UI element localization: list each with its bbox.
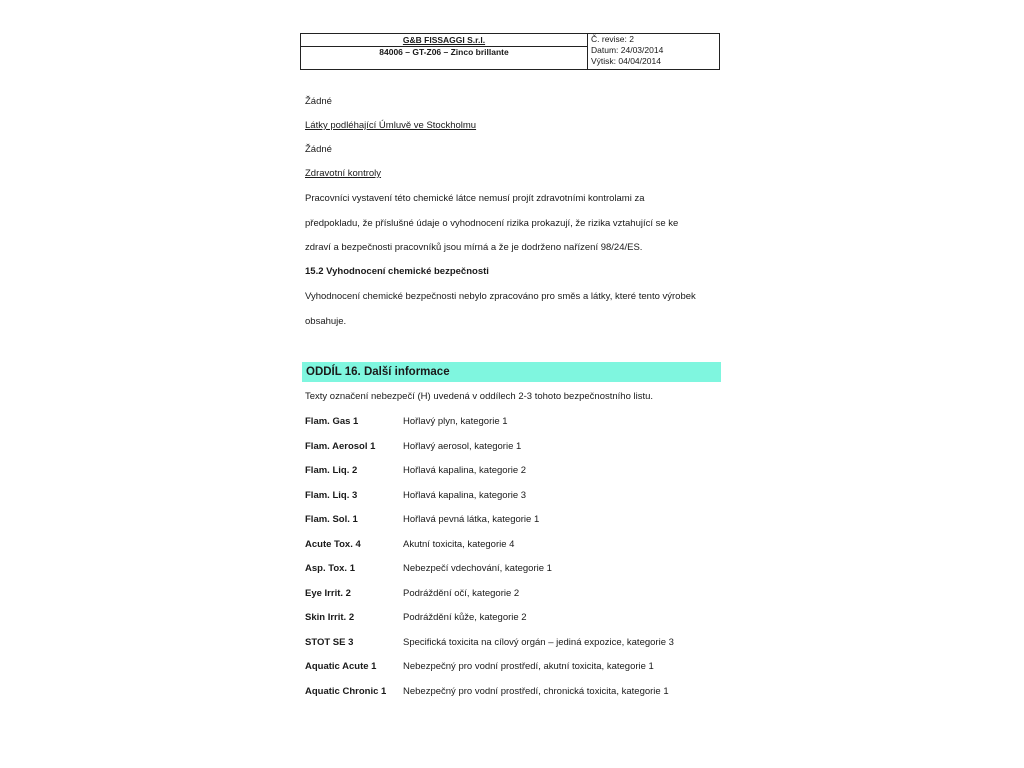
hazard-code: Flam. Gas 1 [305, 416, 359, 427]
hazard-description: Hořlavá pevná látka, kategorie 1 [403, 514, 540, 525]
subsection-heading: 15.2 Vyhodnocení chemické bezpečnosti [305, 266, 489, 277]
paragraph-line: Vyhodnocení chemické bezpečnosti nebylo zpracováno pro směs a látky, které tento výrobek [305, 291, 696, 302]
hazard-row [305, 465, 725, 477]
hazard-description: Nebezpečný pro vodní prostředí, chronická toxicita, kategorie 1 [403, 686, 669, 697]
text-none-2: Žádné [305, 144, 332, 155]
paragraph-line: zdraví a bezpečnosti pracovníků jsou mírná a že je dodrženo nařízení 98/24/ES. [305, 242, 643, 253]
hazard-row [305, 637, 725, 649]
header-right-cell [588, 34, 719, 69]
hazard-row [305, 416, 725, 428]
hazard-code: Aquatic Chronic 1 [305, 686, 387, 697]
health-checks-heading: Zdravotní kontroly [305, 168, 382, 179]
hazard-row [305, 490, 725, 502]
hazard-code: Aquatic Acute 1 [305, 661, 377, 672]
hazard-intro-text: Texty označení nebezpečí (H) uvedená v oddílech 2-3 tohoto bezpečnostního listu. [305, 391, 654, 402]
hazard-code: Flam. Aerosol 1 [305, 441, 376, 452]
hazard-row [305, 661, 725, 673]
hazard-description: Podráždění očí, kategorie 2 [403, 588, 520, 599]
hazard-description: Podráždění kůže, kategorie 2 [403, 612, 527, 623]
stockholm-heading: Látky podléhající Úmluvě ve Stockholmu [305, 120, 477, 131]
revision-number: Č. revise: 2 [591, 34, 634, 44]
hazard-code: Asp. Tox. 1 [305, 563, 355, 574]
hazard-row [305, 563, 725, 575]
revision-date: Datum: 24/03/2014 [591, 45, 664, 55]
hazard-row [305, 612, 725, 624]
hazard-row [305, 686, 725, 698]
hazard-description: Akutní toxicita, kategorie 4 [403, 539, 515, 550]
hazard-row [305, 539, 725, 551]
hazard-description: Hořlavá kapalina, kategorie 2 [403, 465, 527, 476]
hazard-code: Acute Tox. 4 [305, 539, 361, 550]
hazard-row [305, 514, 725, 526]
hazard-description: Nebezpečí vdechování, kategorie 1 [403, 563, 552, 574]
hazard-code: Flam. Liq. 3 [305, 490, 358, 501]
hazard-row [305, 441, 725, 453]
hazard-description: Hořlavý plyn, kategorie 1 [403, 416, 508, 427]
hazard-description: Hořlavý aerosol, kategorie 1 [403, 441, 522, 452]
header-left-cell [301, 34, 588, 69]
document-header [300, 33, 720, 70]
hazard-code: Flam. Sol. 1 [305, 514, 358, 525]
hazard-code: Skin Irrit. 2 [305, 612, 355, 623]
hazard-code: Eye Irrit. 2 [305, 588, 351, 599]
hazard-description: Specifická toxicita na cílový orgán – jediná expozice, kategorie 3 [403, 637, 674, 648]
company-name: G&B FISSAGGI S.r.l. [301, 34, 587, 47]
hazard-code: Flam. Liq. 2 [305, 465, 358, 476]
hazard-row [305, 588, 725, 600]
text-none-1: Žádné [305, 96, 332, 107]
product-name: 84006 – GT-Z06 – Zinco brillante [379, 47, 509, 57]
section-16-heading-bar [302, 362, 721, 382]
section-16-title: ODDÍL 16. Další informace [306, 366, 450, 378]
print-date: Výtisk: 04/04/2014 [591, 56, 661, 66]
hazard-description: Hořlavá kapalina, kategorie 3 [403, 490, 527, 501]
hazard-code: STOT SE 3 [305, 637, 354, 648]
paragraph-line: obsahuje. [305, 316, 347, 327]
hazard-description: Nebezpečný pro vodní prostředí, akutní toxicita, kategorie 1 [403, 661, 654, 672]
paragraph-line: předpokladu, že příslušné údaje o vyhodnocení rizika prokazují, že rizika vztahující se ke [305, 218, 679, 229]
paragraph-line: Pracovníci vystavení této chemické látce nemusí projít zdravotními kontrolami za [305, 193, 645, 204]
